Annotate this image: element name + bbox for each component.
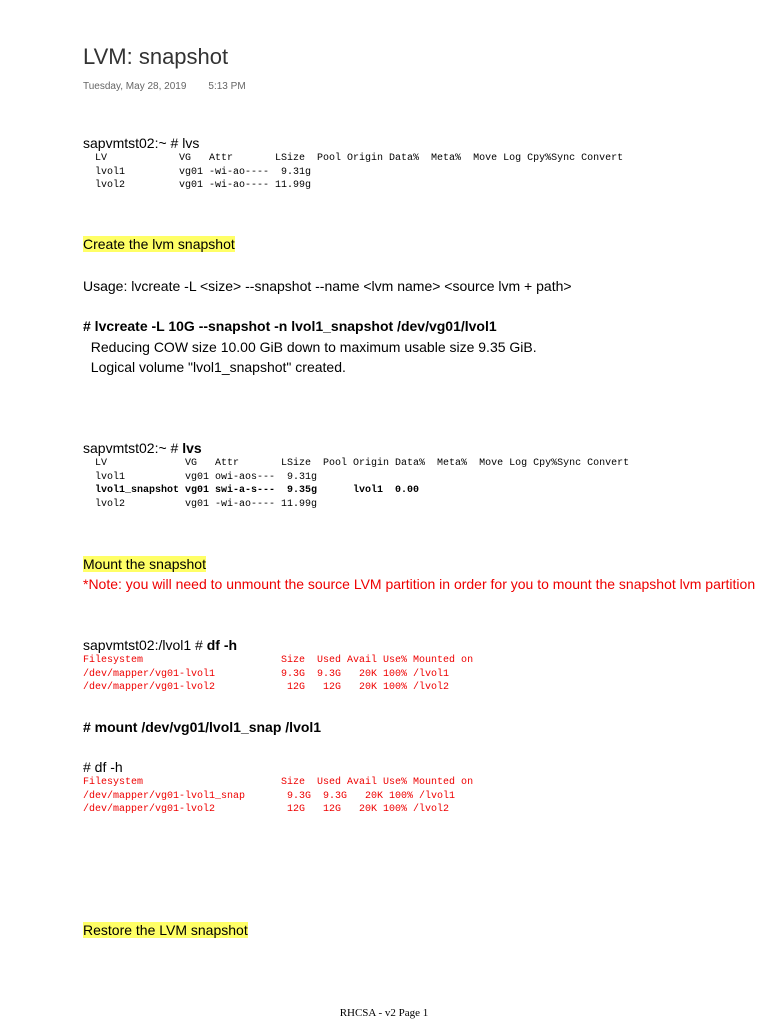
lvs-prompt-1: sapvmtst02:~ # lvs	[83, 135, 200, 151]
mount-command: # mount /dev/vg01/lvol1_snap /lvol1	[83, 719, 322, 735]
lvs-row-snapshot: lvol1_snapshot vg01 swi-a-s--- 9.35g lvol1 0.00	[83, 485, 420, 496]
lvs-header-1: LV VG Attr LSize Pool Origin Data% Meta% Move Log Cpy%Sync Convert	[83, 153, 624, 164]
lvs-row-lvol1: lvol1 vg01 -wi-ao---- 9.31g	[83, 166, 312, 178]
lvcreate-output-line: Logical volume "lvol1_snapshot" created.	[83, 359, 346, 375]
df-row: /dev/mapper/vg01-lvol2 12G 12G 20K 100% /lvol2	[83, 804, 450, 815]
page-footer: RHCSA - v2 Page 1	[339, 1007, 429, 1019]
time-text: 5:13 PM	[208, 81, 246, 92]
df-row: /dev/mapper/vg01-lvol1_snap 9.3G 9.3G 20K 100% /lvol1	[83, 790, 456, 802]
section-heading-restore: Restore the LVM snapshot	[83, 922, 248, 938]
page-date	[83, 81, 246, 92]
df-output-2	[83, 776, 473, 817]
df-row: /dev/mapper/vg01-lvol1 9.3G 9.3G 20K 100% /lvol1	[83, 668, 450, 680]
section-heading-mount: Mount the snapshot	[83, 556, 206, 572]
lvs-row-lvol1: lvol1 vg01 owi-aos--- 9.31g	[83, 471, 318, 483]
df-prompt-2: # df -h	[83, 759, 123, 775]
df-row: /dev/mapper/vg01-lvol2 12G 12G 20K 100% /lvol2	[83, 682, 450, 693]
lvs-row-lvol2: lvol2 vg01 -wi-ao---- 11.99g	[83, 498, 318, 510]
lvs-prompt-2: sapvmtst02:~ # lvs	[83, 440, 202, 456]
section-heading-create: Create the lvm snapshot	[83, 236, 235, 252]
date-text: Tuesday, May 28, 2019	[83, 81, 187, 92]
lvcreate-output-line: Reducing COW size 10.00 GiB down to maximum usable size 9.35 GiB.	[83, 339, 537, 355]
df-header-1: Filesystem Size Used Avail Use% Mounted on	[83, 655, 474, 666]
page-title: LVM: snapshot	[83, 44, 229, 69]
df-output-1	[83, 654, 473, 695]
mount-note: *Note: you will need to unmount the source LVM partition in order for you to mount the snapshot lvm partition	[83, 576, 756, 592]
lvcreate-command: # lvcreate -L 10G --snapshot -n lvol1_snapshot /dev/vg01/lvol1	[83, 318, 497, 334]
lvs-output-1	[83, 152, 623, 193]
usage-line: Usage: lvcreate -L <size> --snapshot --name <lvm name> <source lvm + path>	[83, 278, 572, 294]
df-header-2: Filesystem Size Used Avail Use% Mounted on	[83, 777, 474, 788]
lvs-row-lvol2: lvol2 vg01 -wi-ao---- 11.99g	[83, 180, 312, 191]
df-prompt-1: sapvmtst02:/lvol1 # df -h	[83, 637, 238, 653]
lvs-header-2: LV VG Attr LSize Pool Origin Data% Meta% Move Log Cpy%Sync Convert	[83, 458, 630, 469]
lvcreate-output	[83, 337, 537, 377]
lvs-output-2	[83, 457, 629, 511]
